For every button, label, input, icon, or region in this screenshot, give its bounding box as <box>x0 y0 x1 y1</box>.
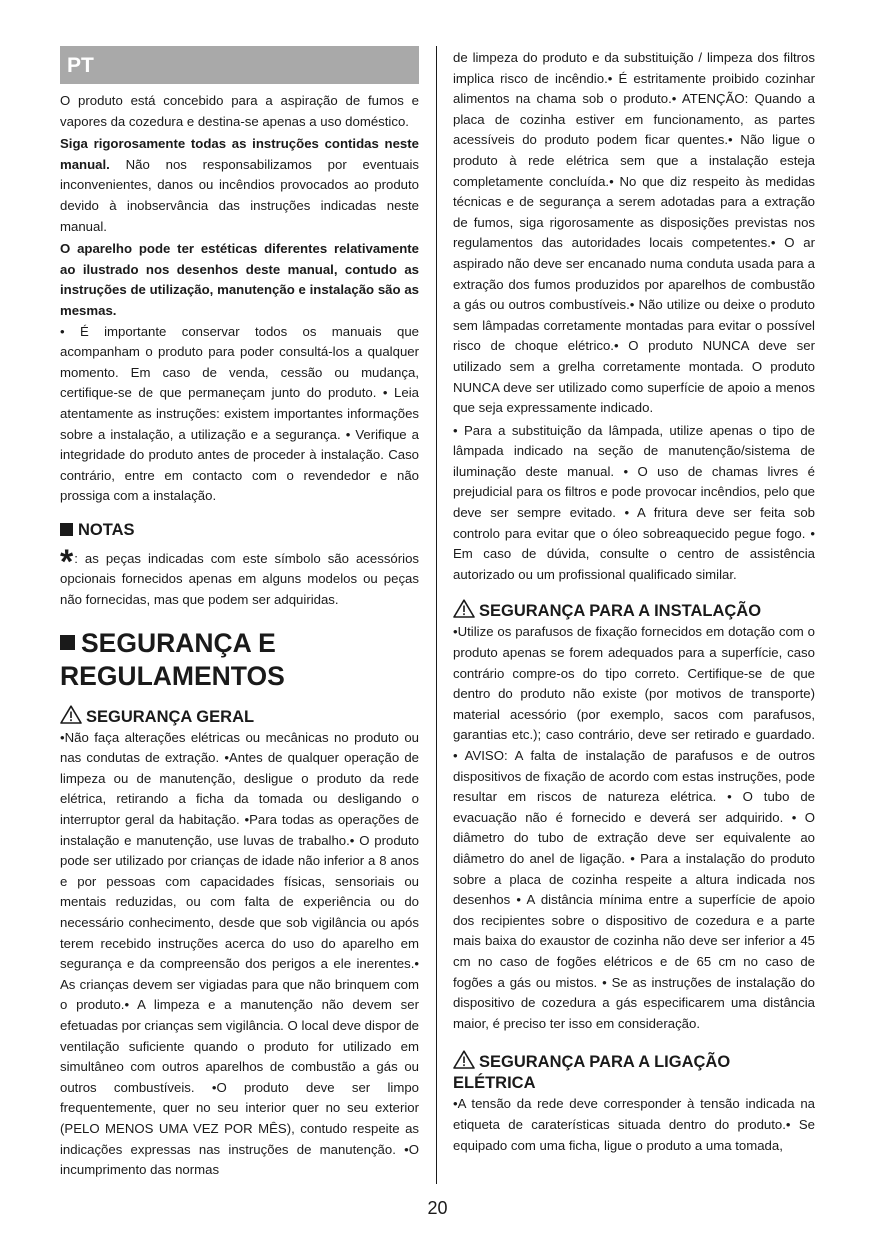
warning-icon <box>453 1050 475 1069</box>
electrical-safety-text: •A tensão da rede deve corresponder à tensão indicada na etiqueta de caraterísticas situada dentro do produto.• Se equipado com uma ficha, ligue o produto a uma tomada, <box>453 1096 815 1153</box>
right-column <box>453 48 815 1156</box>
electrical-safety-heading <box>453 1050 815 1094</box>
safety-regulations-title: SEGURANÇA E REGULAMENTOS <box>60 627 285 691</box>
square-bullet-icon <box>60 523 73 536</box>
general-safety-text: •Não faça alterações elétricas ou mecânicas no produto ou nas condutas de extração. •Antes de qualquer operação de limpeza ou de manutenção, desligue o produto da rede elétrica, retirando a ficha da tomada ou desligando o interruptor geral da habitação. •Para todas as operações de instalação e manutenção, use luvas de trabalho.• O produto pode ser utilizado por crianças de idade não inferior a 8 anos e por pessoas com capacidades físicas, sensoriais ou mentais reduzidas, ou com falta de experiência ou do necessário conhecimento, desde que sob vigilância ou após terem recebido instruções acerca do uso do aparelho em segurança e da compreensão dos perigos a ele inerentes.• As crianças devem ser vigiadas para que não brinquem com o produto.• A limpeza e a manutenção não devem ser efetuadas por crianças sem vigilância. O local deve dispor de ventilação suficiente quando o produto for utilizado em simultâneo com outros aparelhos de combustão a gás ou outros combustíveis. •O produto deve ser limpo frequentemente, quer no seu interior quer no seu exterior (PELO MENOS UMA VEZ POR MÊS), contudo respeite as indicações expressas nas instruções de manutenção. •O incumprimento das normas <box>60 729 419 1178</box>
installation-safety-heading <box>453 599 815 622</box>
left-column <box>60 46 419 1181</box>
installation-safety-text: •Utilize os parafusos de fixação fornecidos em dotação com o produto apenas se forem adequados para a superfície, caso contrário compre-os do tipo correto. Certifique-se de que dentro do produto não existe (por motivos de transporte) material acessório (por exemplo, sacos com parafusos, garantias etc.); caso contrário, deve ser retirado e guardado. • AVISO: A falta de instalação de parafusos e de outros dispositivos de fixação de acordo com estas instruções, pode resultar em riscos de natureza elétrica. • O tubo de evacuação não é fornecido e deverá ser adquirido. • O diâmetro do tubo de extração deve ser equivalente ao diâmetro do anel de ligação. • Para a instalação do produto sobre a placa de cozinha respeite a altura indicada nos desenhos • A distância mínima entre a superfície de apoio dos recipientes sobre o dispositivo de cozedura e a parte mais baixa do exaustor de cozinha não deve ser inferior a 45 cm no caso de fogões elétricos e de 65 cm no caso de fogões a gás ou mistos. • Se as instruções de instalação do dispositivo de cozedura a gás especificarem uma distância maior, é preciso ter isso em consideração. <box>453 624 815 1031</box>
notas-heading <box>60 519 419 541</box>
manuals-paragraph: • É importante conservar todos os manuais que acompanham o produto para poder consultá-los a qualquer momento. Em caso de venda, cessão ou mudança, certifique-se de que permaneçam junto do produto. • Leia atentamente as instruções: existem importantes informações sobre a instalação, a utilização e a segurança. • Verifique a integridade do produto antes de proceder à instalação. Caso contrário, entre em contacto com o revendedor e não prossiga com a instalação. <box>60 323 419 504</box>
instructions-text: Não nos responsabilizamos por eventuais inconvenientes, danos ou incêndios provocados ao produto devido à inobservância das instruções indicadas neste manual. <box>60 156 419 234</box>
instructions-paragraph <box>60 134 419 237</box>
intro-paragraph: O produto está concebido para a aspiração de fumos e vapores da cozedura e destina-se apenas a uso doméstico. <box>60 93 419 129</box>
electrical-safety-title: SEGURANÇA PARA A LIGAÇÃO ELÉTRICA <box>453 1053 731 1093</box>
notas-text: : as peças indicadas com este símbolo são acessórios opcionais fornecidos apenas em alguns modelos ou peças não fornecidas, mas que podem ser adquiridas. <box>60 550 419 608</box>
general-safety-continued: de limpeza do produto e da substituição / limpeza dos filtros implica risco de incêndio.• É estritamente proibido cozinhar alimentos na chama sob o produto.• ATENÇÃO: Quando a placa de cozinha estiver em funcionamento, as partes acessíveis do produto podem ficar quentes.• Não ligue o produto à rede elétrica sem que a instalação esteja completamente concluída.• No que diz respeito às medidas técnicas e de segurança a serem adotadas para a extração de fumos, siga rigorosamente as disposições previstas nos regulamentos das autoridades locais competentes.• O ar aspirado não deve ser encanado numa conduta usada para a extração dos fumos produzidos por aparelhos de combustão a gás ou outros combustíveis.• Não utilize ou deixe o produto sem lâmpadas corretamente montadas para evitar o possível risco de choque elétrico.• O produto NUNCA deve ser utilizado sem a grelha corretamente montada. O produto NUNCA deve ser utilizado como superfície de apoio a menos que seja expressamente indicado. <box>453 50 815 416</box>
square-bullet-icon <box>60 635 75 650</box>
column-divider <box>436 46 437 1184</box>
safety-regulations-heading <box>60 627 419 693</box>
notas-title: NOTAS <box>78 520 135 539</box>
general-safety-title: SEGURANÇA GERAL <box>86 707 255 726</box>
warning-icon <box>60 705 82 724</box>
warning-icon <box>453 599 475 618</box>
aesthetics-paragraph: O aparelho pode ter estéticas diferentes relativamente ao ilustrado nos desenhos deste manual, contudo as instruções de utilização, manutenção e instalação são as mesmas. <box>60 241 419 318</box>
asterisk-icon: * <box>60 542 74 581</box>
general-safety-heading <box>60 705 419 728</box>
language-label: PT <box>60 46 419 84</box>
page-number: 20 <box>427 1198 448 1218</box>
notas-paragraph <box>60 542 419 611</box>
lamp-paragraph: • Para a substituição da lâmpada, utilize apenas o tipo de lâmpada indicado na seção de manutenção/sistema de iluminação deste manual. • O uso de chamas livres é prejudicial para os filtros e pode provocar incêndios, pelo que deve ser sempre evitado. • A fritura deve ser feita sob controlo para evitar que o óleo sobreaquecido pegue fogo. • Em caso de dúvida, consulte o centro de assistência autorizado ou um profissional qualificado similar. <box>453 422 815 582</box>
instructions-bold: Siga rigorosamente todas as instruções contidas neste manual. <box>60 136 419 172</box>
installation-safety-title: SEGURANÇA PARA A INSTALAÇÃO <box>479 602 762 621</box>
